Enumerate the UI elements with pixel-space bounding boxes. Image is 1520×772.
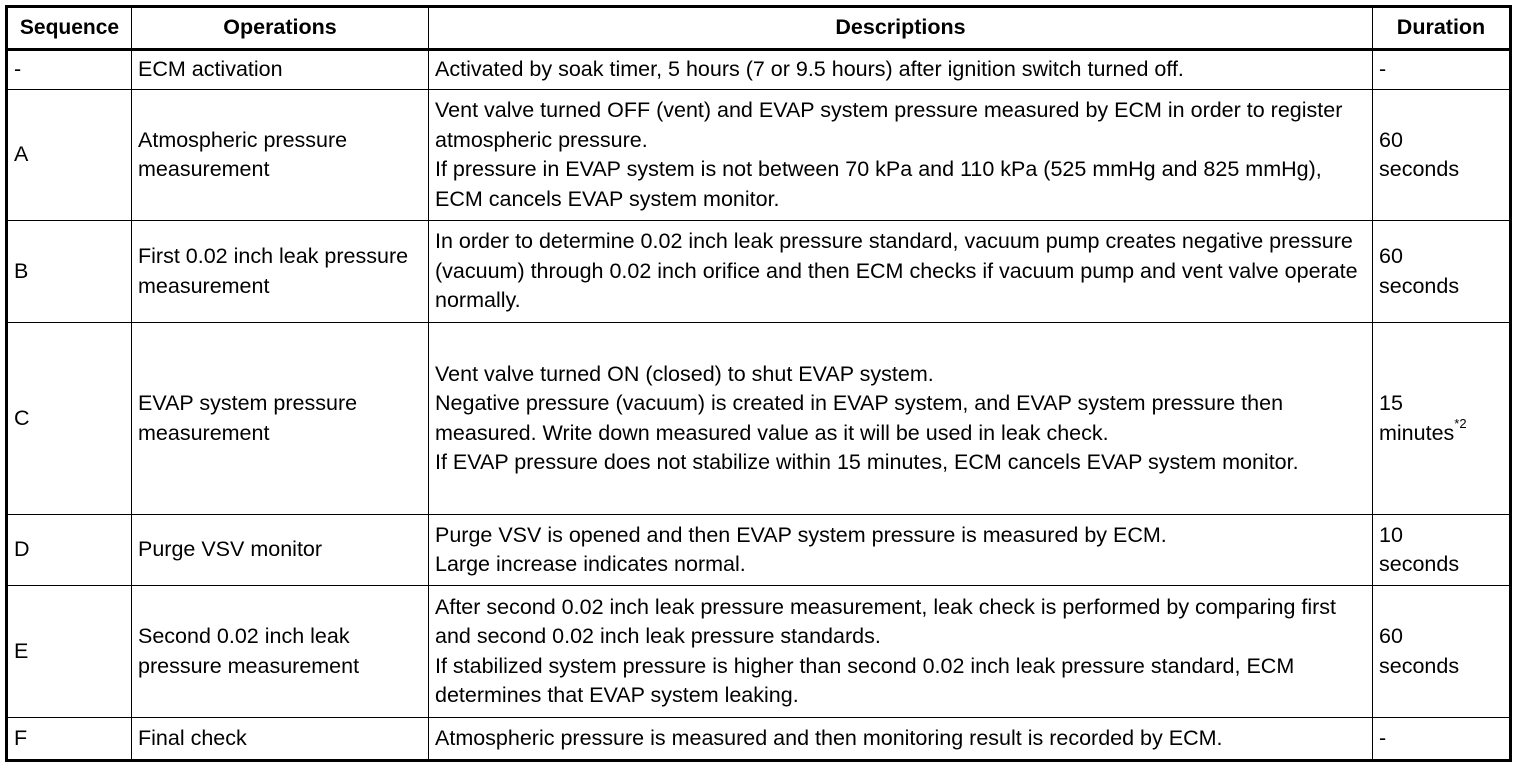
table-row (7, 718, 1511, 761)
sequence-cell: F (7, 718, 132, 761)
description-line: If EVAP pressure does not stabilize within 15 minutes, ECM cancels EVAP system monitor. (435, 450, 1299, 474)
description-cell (429, 323, 1373, 515)
description-line: After second 0.02 inch leak pressure measurement, leak check is performed by comparing first and second 0.02 inch leak pressure standards. (435, 594, 1337, 648)
sequence-cell: B (7, 221, 132, 323)
evap-monitor-sequence-table (5, 5, 1512, 762)
duration-value: 60 (1379, 127, 1403, 152)
description-cell (429, 515, 1373, 586)
table-header-row (7, 7, 1511, 50)
description-line: Negative pressure (vacuum) is created in EVAP system, and EVAP system pressure then measured. Write down measured value as it will be used in leak check. (435, 391, 1284, 445)
duration-cell (1373, 515, 1511, 586)
table-row (7, 90, 1511, 221)
duration-cell (1373, 323, 1511, 515)
table-row (7, 323, 1511, 515)
description-line: Vent valve turned OFF (vent) and EVAP system pressure measured by ECM in order to register atmospheric pressure. (435, 98, 1343, 152)
operation-cell: Second 0.02 inch leak pressure measurement (132, 586, 429, 718)
sequence-cell: A (7, 90, 132, 221)
description-cell (429, 718, 1373, 761)
description-line: If stabilized system pressure is higher than second 0.02 inch leak pressure standard, ECM determines that EVAP system leaking. (435, 653, 1295, 707)
header-sequence: Sequence (7, 7, 132, 50)
description-cell (429, 90, 1373, 221)
description-line: Activated by soak timer, 5 hours (7 or 9.5 hours) after ignition switch turned off. (435, 57, 1184, 82)
description-line: In order to determine 0.02 inch leak pressure standard, vacuum pump creates negative pressure (vacuum) through 0.02 inch orifice and then ECM checks if vacuum pump and vent valve operate normally. (435, 229, 1358, 313)
duration-cell (1373, 586, 1511, 718)
description-line: Vent valve turned ON (closed) to shut EVAP system. (435, 361, 934, 386)
operation-cell: Atmospheric pressure measurement (132, 90, 429, 221)
sequence-cell: E (7, 586, 132, 718)
sequence-cell: D (7, 515, 132, 586)
sequence-cell: C (7, 323, 132, 515)
duration-value: 60 (1379, 244, 1403, 268)
duration-value: - (1379, 725, 1387, 750)
evap-monitor-table-container (5, 5, 1512, 762)
duration-value: 10 (1379, 522, 1403, 547)
duration-unit: seconds (1379, 273, 1460, 298)
description-line: Purge VSV is opened and then EVAP system pressure is measured by ECM. (435, 522, 1167, 547)
description-cell (429, 50, 1373, 90)
description-line: If pressure in EVAP system is not between 70 kPa and 110 kPa (525 mmHg and 825 mmHg), ECM cancels EVAP system monitor. (435, 157, 1322, 211)
operation-cell: ECM activation (132, 50, 429, 90)
duration-unit: minutes (1379, 420, 1455, 445)
operation-cell: Final check (132, 718, 429, 761)
duration-cell (1373, 718, 1511, 761)
duration-value: - (1379, 57, 1387, 82)
description-cell (429, 221, 1373, 323)
table-row (7, 515, 1511, 586)
header-duration: Duration (1373, 7, 1511, 50)
footnote-marker: *2 (1454, 416, 1467, 432)
duration-unit: seconds (1379, 552, 1460, 576)
description-line: Large increase indicates normal. (435, 552, 746, 576)
duration-cell (1373, 50, 1511, 90)
description-cell (429, 586, 1373, 718)
duration-value: 15 (1379, 391, 1403, 415)
table-row (7, 221, 1511, 323)
duration-unit-with-note (1379, 416, 1503, 449)
duration-unit: seconds (1379, 157, 1460, 181)
operation-cell: First 0.02 inch leak pressure measurement (132, 221, 429, 323)
table-row (7, 50, 1511, 90)
duration-value: 60 (1379, 624, 1403, 648)
operation-cell: Purge VSV monitor (132, 515, 429, 586)
operation-cell: EVAP system pressure measurement (132, 323, 429, 515)
duration-cell (1373, 90, 1511, 221)
duration-cell (1373, 221, 1511, 323)
header-operations: Operations (132, 7, 429, 50)
duration-unit: seconds (1379, 653, 1460, 678)
sequence-cell: - (7, 50, 132, 90)
table-row (7, 586, 1511, 718)
header-descriptions: Descriptions (429, 7, 1373, 50)
description-line: Atmospheric pressure is measured and then monitoring result is recorded by ECM. (435, 725, 1223, 750)
